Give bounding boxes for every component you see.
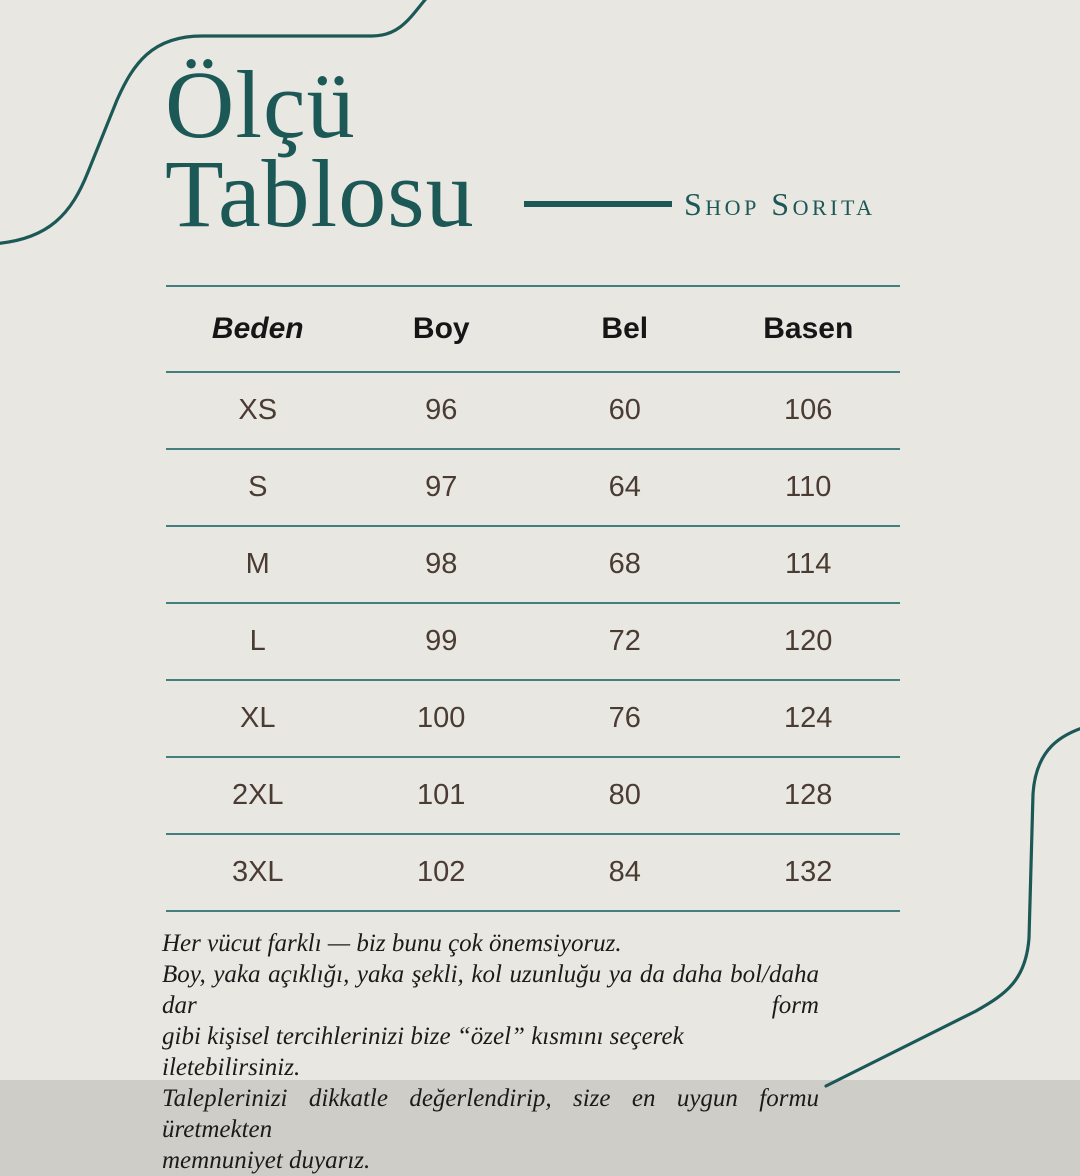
title-line-2: Tablosu	[165, 140, 475, 247]
basen-value: 106	[784, 394, 833, 426]
bel-value: 64	[608, 471, 641, 503]
basen-value: 120	[784, 625, 833, 657]
boy-value: 102	[417, 856, 466, 888]
footer-line-2: Boy, yaka açıklığı, yaka şekli, kol uzunluğu ya da daha bol/daha dar form	[162, 961, 819, 1019]
title-line-1: Ölçü	[165, 51, 356, 158]
size-table	[166, 285, 900, 912]
size-label: 3XL	[231, 856, 284, 888]
boy-value: 98	[425, 548, 458, 580]
footer-line-4: Taleplerinizi dikkatle değerlendirip, size en uygun formu üretmekten	[162, 1085, 819, 1143]
basen-value: 132	[784, 856, 833, 888]
column-header-basen: Basen	[763, 312, 854, 345]
table-row-l	[166, 604, 900, 681]
basen-value: 124	[784, 702, 833, 734]
table-row-s	[166, 450, 900, 527]
boy-value: 101	[417, 779, 466, 811]
bel-value: 84	[608, 856, 641, 888]
size-label: M	[245, 548, 270, 580]
column-header-boy: Boy	[412, 312, 470, 345]
size-label: XS	[238, 394, 278, 426]
column-header-bel: Bel	[601, 312, 649, 345]
footer-line-3: gibi kişisel tercihlerinizi bize “özel” kısmını seçerek iletebilirsiniz.	[162, 1023, 684, 1081]
size-label: 2XL	[231, 779, 284, 811]
boy-value: 97	[425, 471, 458, 503]
basen-value: 110	[785, 471, 832, 503]
table-row-2xl	[166, 758, 900, 835]
table-row-3xl	[166, 835, 900, 912]
table-row-m	[166, 527, 900, 604]
size-label: XL	[240, 702, 276, 734]
page-title	[165, 51, 475, 247]
table-row-xs	[166, 373, 900, 450]
bel-value: 80	[608, 779, 641, 811]
boy-value: 100	[417, 702, 466, 734]
bel-value: 60	[608, 394, 641, 426]
footer-line-1: Her vücut farklı — biz bunu çok önemsiyoruz.	[162, 930, 622, 957]
footer-line-5: memnuniyet duyarız.	[162, 1147, 371, 1174]
boy-value: 96	[425, 394, 458, 426]
bel-value: 72	[608, 625, 641, 657]
bel-value: 68	[608, 548, 641, 580]
boy-value: 99	[425, 625, 458, 657]
brand-divider-line	[524, 201, 672, 207]
column-header-beden: Beden	[211, 312, 304, 345]
footer-note	[162, 928, 819, 1176]
size-label: L	[249, 625, 266, 657]
table-header-row	[166, 285, 900, 373]
bel-value: 76	[608, 702, 641, 734]
basen-value: 114	[785, 548, 832, 580]
table-row-xl	[166, 681, 900, 758]
brand-name: Shop Sorita	[684, 186, 876, 222]
size-label: S	[248, 471, 268, 503]
basen-value: 128	[784, 779, 833, 811]
